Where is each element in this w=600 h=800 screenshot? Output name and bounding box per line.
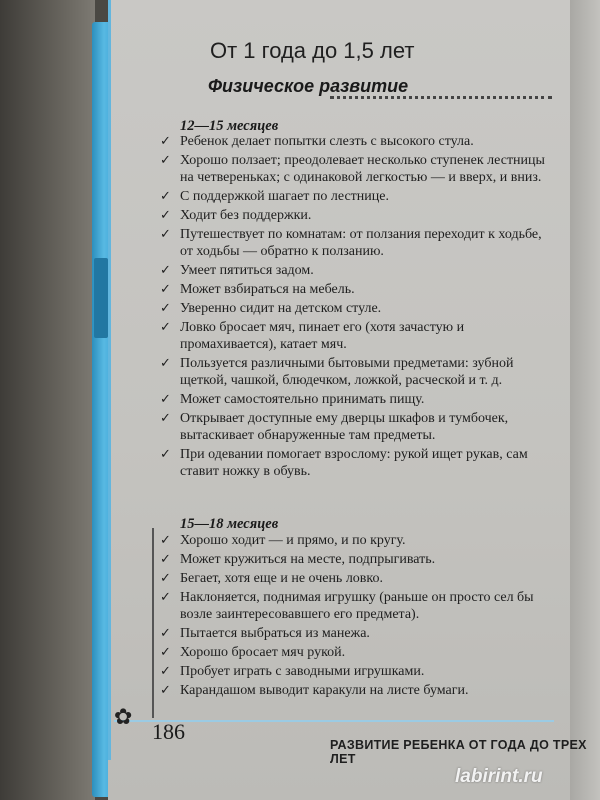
- check-icon: ✓: [160, 552, 171, 567]
- list-item: [158, 551, 558, 568]
- milestone-list-12-15: [158, 133, 558, 482]
- list-item: [158, 281, 558, 298]
- check-icon: ✓: [160, 626, 171, 641]
- list-item: [158, 644, 558, 661]
- running-title: РАЗВИТИЕ РЕБЕНКА ОТ ГОДА ДО ТРЕХ ЛЕТ: [330, 738, 587, 766]
- list-item-text: Наклоняется, поднимая игрушку (раньше он просто сел бы возле заинтересовавшего его предмета).: [180, 590, 534, 622]
- list-item: [158, 355, 558, 389]
- section-title: Физическое развитие: [208, 76, 409, 96]
- list-item-text: Бегает, хотя еще и не очень ловко.: [180, 571, 384, 586]
- dotted-divider: [330, 96, 552, 99]
- watermark-logo: labirint.ru: [455, 766, 543, 787]
- list-item: [158, 262, 558, 279]
- list-item-text: Хорошо ползает; преодолевает несколько ступенек лестницы на четвереньках; с одинаковой легкостью — и вверх, и вниз.: [180, 153, 545, 185]
- list-item: [158, 682, 558, 699]
- flower-ornament-icon: ✿: [114, 705, 133, 730]
- list-item-text: Уверенно сидит на детском стуле.: [180, 301, 382, 316]
- list-item-text: Ловко бросает мяч, пинает его (хотя зачастую и промахивается), катает мяч.: [180, 320, 465, 352]
- list-item: [158, 188, 558, 205]
- list-item-text: Открывает доступные ему дверцы шкафов и тумбочек, вытаскивает обнаруженные там предметы.: [180, 411, 509, 443]
- list-item: [158, 391, 558, 408]
- check-icon: ✓: [160, 571, 171, 586]
- check-icon: ✓: [160, 208, 171, 223]
- list-item: [158, 625, 558, 642]
- check-icon: ✓: [160, 447, 171, 462]
- page-number: 186: [152, 719, 185, 744]
- check-icon: ✓: [160, 282, 171, 297]
- check-icon: ✓: [160, 645, 171, 660]
- list-item-text: Пытается выбраться из манежа.: [180, 626, 370, 641]
- milestone-list-15-18: [158, 532, 558, 701]
- list-item: [158, 207, 558, 224]
- list-item: [158, 319, 558, 353]
- list-item-text: Ребенок делает попытки слезть с высокого стула.: [180, 134, 474, 149]
- chapter-header: От 1 года до 1,5 лет: [210, 38, 415, 63]
- list-item: [158, 226, 558, 260]
- list-item-text: Ходит без поддержки.: [180, 208, 312, 223]
- check-icon: ✓: [160, 227, 171, 242]
- check-icon: ✓: [160, 392, 171, 407]
- check-icon: ✓: [160, 683, 171, 698]
- list-item-text: Умеет пятиться задом.: [180, 263, 314, 278]
- check-icon: ✓: [160, 590, 171, 605]
- list-item: [158, 300, 558, 317]
- list-item-text: С поддержкой шагает по лестнице.: [180, 189, 389, 204]
- check-icon: ✓: [160, 189, 171, 204]
- list-item: [158, 532, 558, 549]
- check-icon: ✓: [160, 320, 171, 335]
- list-item-text: Может взбираться на мебель.: [180, 282, 355, 297]
- list-item: [158, 589, 558, 623]
- check-icon: ✓: [160, 134, 171, 149]
- subheading-15-18: 15—18 месяцев: [180, 516, 279, 532]
- list-item: [158, 663, 558, 680]
- check-icon: ✓: [160, 263, 171, 278]
- list-item: [158, 446, 558, 480]
- list-item: [158, 133, 558, 150]
- chapter-tab-marker: [94, 258, 108, 338]
- list-item: [158, 570, 558, 587]
- list-item: [158, 152, 558, 186]
- book-cover-edge: [0, 0, 95, 800]
- list-item-text: Пользуется различными бытовыми предметами: зубной щеткой, чашкой, блюдечком, ложкой, расческой и т. д.: [180, 356, 514, 388]
- list-item-text: Может кружиться на месте, подпрыгивать.: [180, 552, 436, 567]
- list-item-text: Может самостоятельно принимать пищу.: [180, 392, 425, 407]
- list-item-text: Пробует играть с заводными игрушками.: [180, 664, 425, 679]
- page-border-line: [108, 0, 111, 760]
- subheading-12-15: 12—15 месяцев: [180, 118, 279, 134]
- list-item-text: Путешествует по комнатам: от ползания переходит к ходьбе, от ходьбы — обратно к ползанию.: [180, 227, 542, 259]
- check-icon: ✓: [160, 301, 171, 316]
- check-icon: ✓: [160, 533, 171, 548]
- side-rule: [152, 528, 154, 718]
- list-item-text: При одевании помогает взрослому: рукой ищет рукав, сам ставит ножку в обувь.: [180, 447, 528, 479]
- list-item-text: Хорошо ходит — и прямо, и по кругу.: [180, 533, 406, 548]
- list-item-text: Карандашом выводит каракули на листе бумаги.: [180, 683, 469, 698]
- check-icon: ✓: [160, 356, 171, 371]
- check-icon: ✓: [160, 664, 171, 679]
- check-icon: ✓: [160, 411, 171, 426]
- next-page-edge: [570, 0, 600, 800]
- list-item-text: Хорошо бросает мяч рукой.: [180, 645, 346, 660]
- check-icon: ✓: [160, 153, 171, 168]
- list-item: [158, 410, 558, 444]
